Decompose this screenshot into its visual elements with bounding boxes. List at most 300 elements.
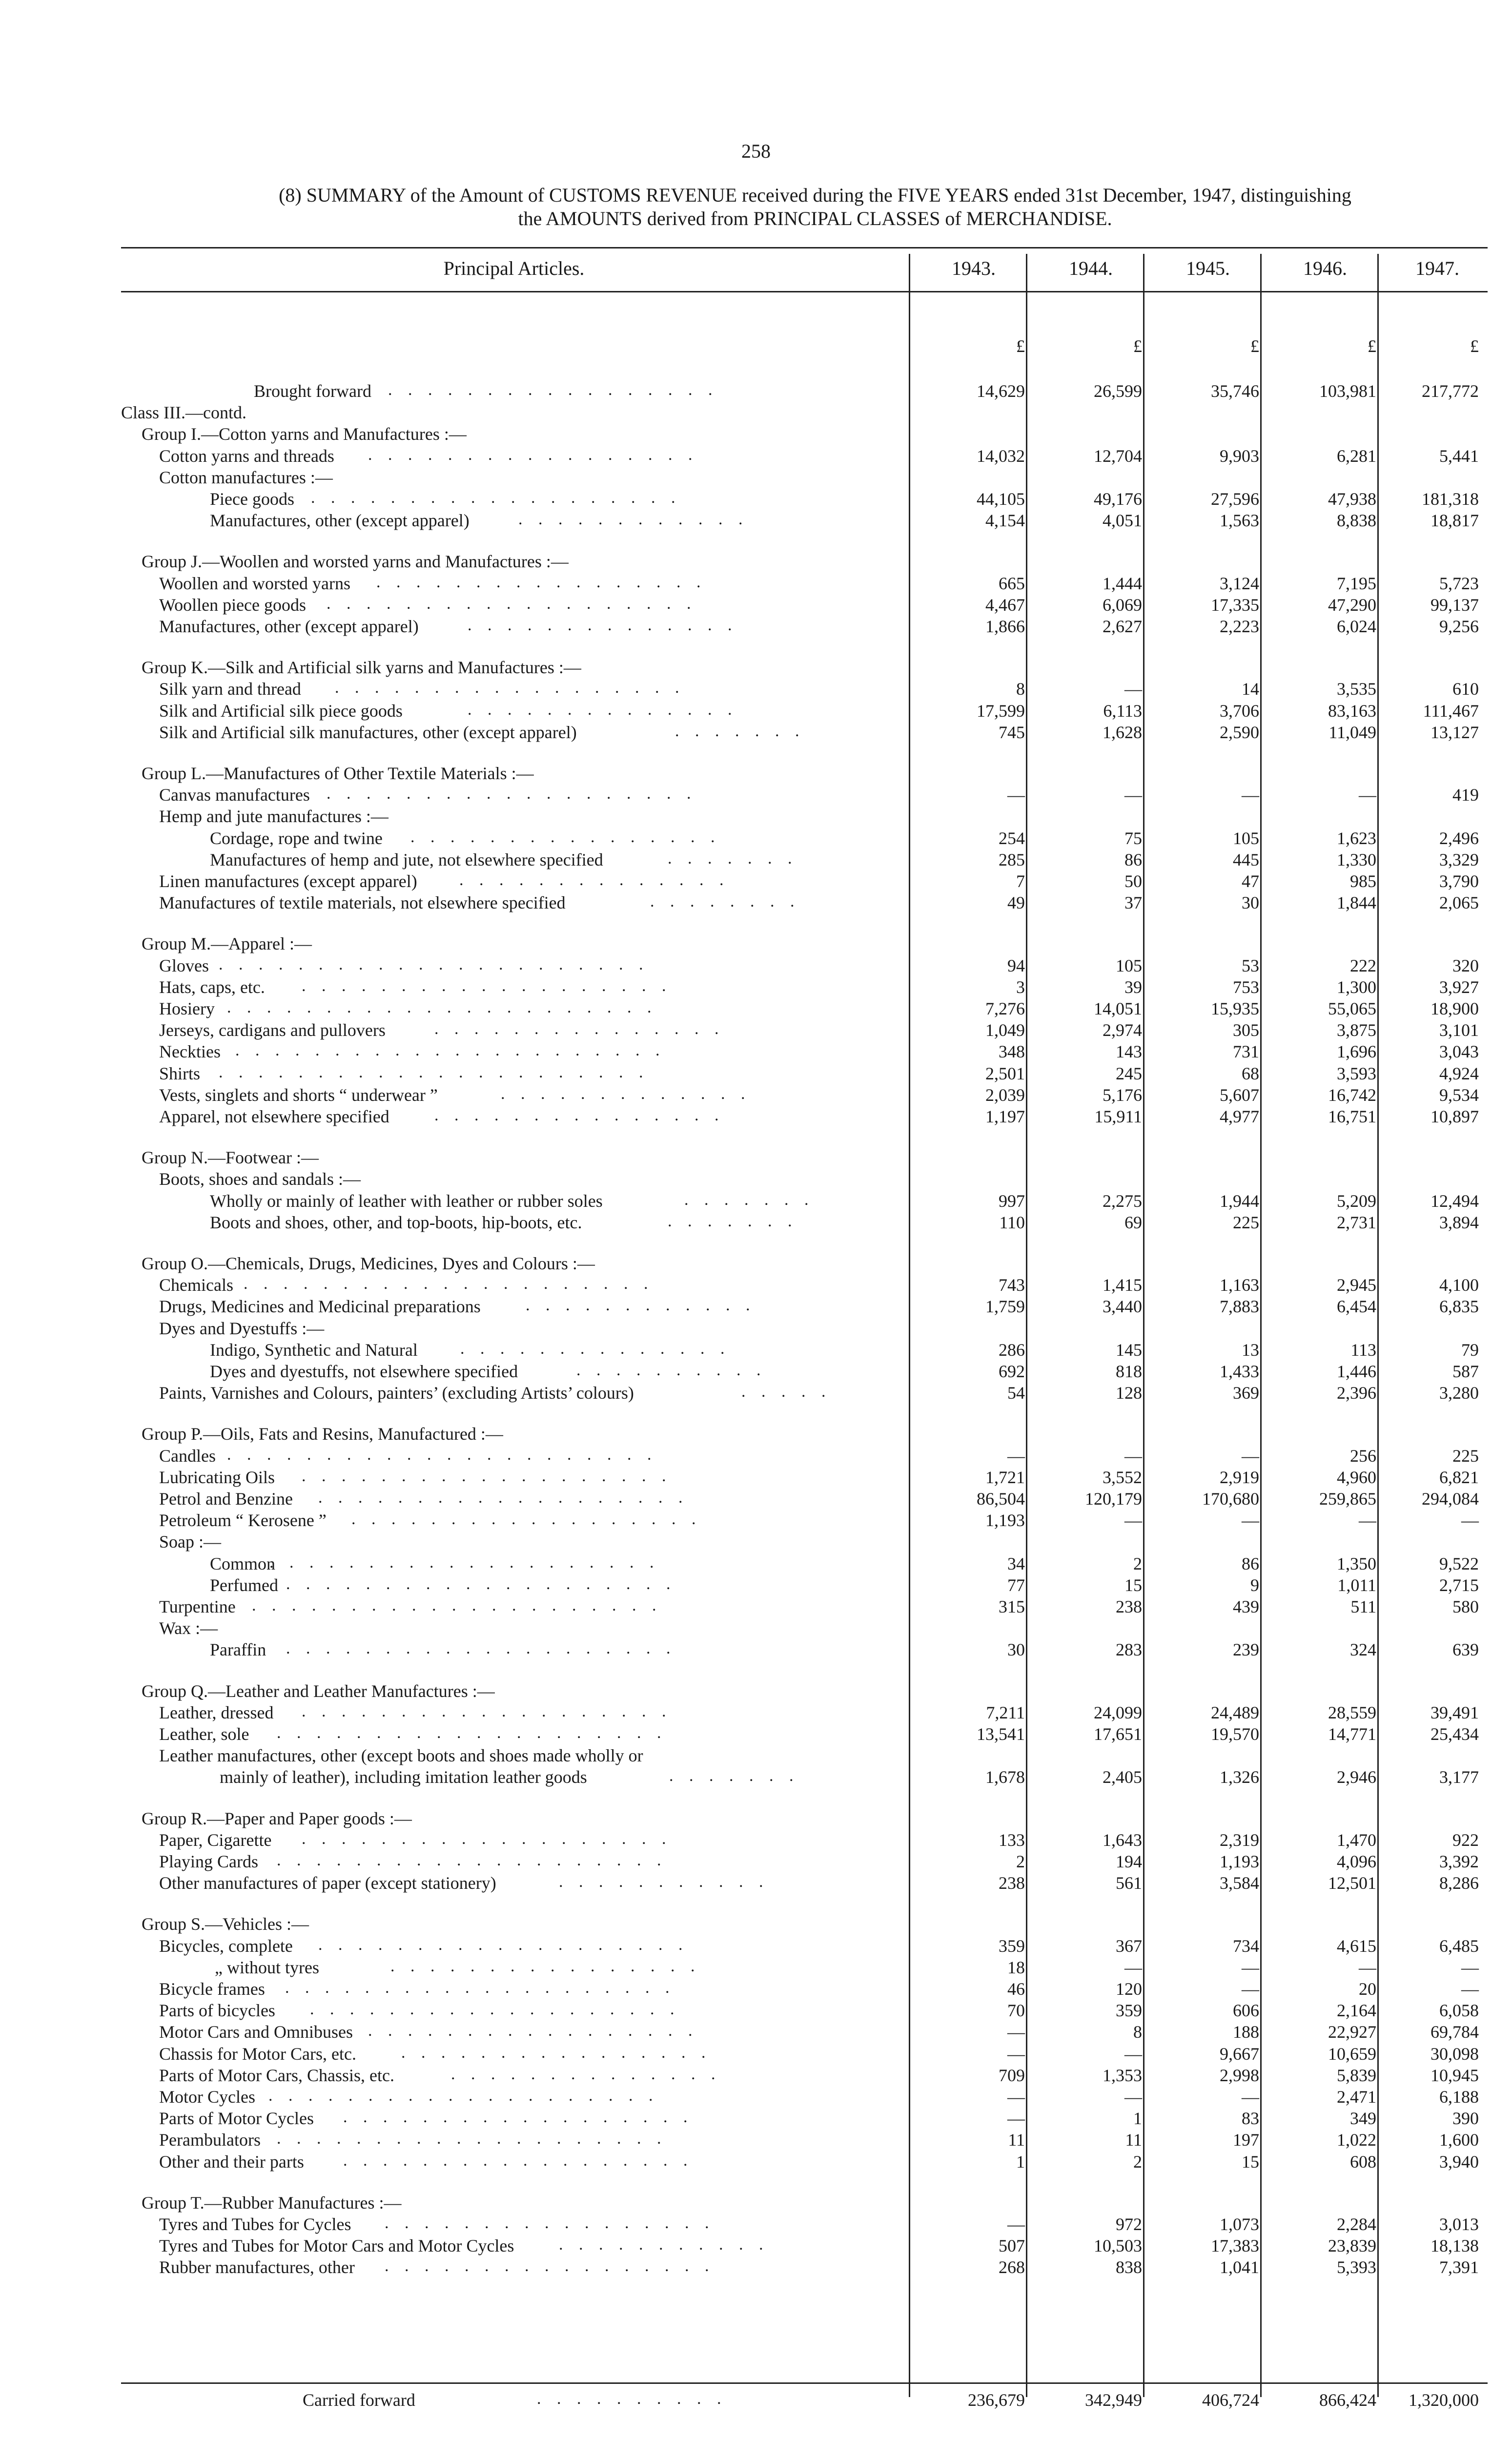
- table-cell: 561: [1116, 1873, 1142, 1893]
- table-cell: 79: [1461, 1340, 1479, 1360]
- table-cell: 369: [1233, 1383, 1259, 1403]
- table-cell: 225: [1233, 1212, 1259, 1232]
- table-cell: 285: [999, 849, 1025, 869]
- table-cell: 11,049: [1328, 722, 1376, 742]
- table-cell: 367: [1116, 1936, 1142, 1956]
- item-label: Motor Cycles: [159, 2087, 255, 2107]
- table-cell: 1,350: [1337, 1553, 1376, 1573]
- total-cell: 342,949: [1085, 2390, 1142, 2410]
- table-cell: —: [1242, 1446, 1259, 1466]
- leader-dots: . . . . . . . . . . .: [559, 2235, 769, 2254]
- table-cell: 9,667: [1220, 2044, 1259, 2064]
- table-cell: 4,051: [1103, 511, 1142, 531]
- class-heading: Class III.—contd.: [121, 403, 246, 423]
- table-cell: 8: [1133, 2022, 1142, 2042]
- leader-dots: . . . . . . . . . . . . . . .: [434, 1020, 725, 1038]
- table-cell: 83: [1242, 2109, 1259, 2129]
- column-rule: [1260, 254, 1262, 2397]
- item-label: „ without tyres: [215, 1957, 319, 1977]
- table-cell: 2,164: [1337, 2001, 1376, 2021]
- item-label: Wholly or mainly of leather with leather or rubber soles: [210, 1191, 603, 1211]
- table-cell: 12,494: [1430, 1191, 1479, 1211]
- table-cell: 10,897: [1430, 1107, 1479, 1126]
- subheading: Wax :—: [159, 1618, 218, 1638]
- table-cell: 6,485: [1439, 1936, 1479, 1956]
- table-cell: 1,563: [1220, 511, 1259, 531]
- item-label: Parts of bicycles: [159, 2001, 275, 2021]
- table-cell: 11: [1125, 2130, 1142, 2150]
- table-cell: 9,534: [1439, 1085, 1479, 1105]
- item-label: Rubber manufactures, other: [159, 2257, 355, 2277]
- table-cell: 1,197: [985, 1107, 1025, 1126]
- table-cell: 13,541: [977, 1724, 1025, 1744]
- table-cell: 608: [1350, 2151, 1376, 2172]
- page-title: [142, 184, 1489, 230]
- item-label: Chassis for Motor Cars, etc.: [159, 2044, 356, 2064]
- table-cell: 6,024: [1337, 617, 1376, 636]
- table-cell: 3,940: [1439, 2151, 1479, 2172]
- table-cell: 20: [1359, 1979, 1376, 1999]
- group-heading: Group T.—Rubber Manufactures :—: [142, 2193, 402, 2213]
- table-cell: 34: [1007, 1553, 1025, 1573]
- table-cell: 3,790: [1439, 871, 1479, 891]
- table-cell: 320: [1452, 955, 1479, 975]
- item-label: Manufactures, other (except apparel): [210, 511, 470, 531]
- leader-dots: . . . . . . . . . . . . . . . . . . . .: [285, 1979, 675, 1997]
- leader-dots: . . . . . . . . . . . . . . . . . . .: [310, 2000, 680, 2019]
- table-cell: 587: [1452, 1362, 1479, 1381]
- leader-dots: . . . . . . . . . . . . . . . . .: [388, 381, 718, 399]
- table-cell: 14,771: [1328, 1724, 1376, 1744]
- table-cell: 286: [999, 1340, 1025, 1360]
- leader-dots: . . . . . . . . . . . . . . . . . . . . . .: [219, 955, 649, 973]
- leader-dots: . . . . . . . . . . . . . . . . . .: [335, 679, 685, 697]
- table-cell: 1,022: [1337, 2130, 1376, 2150]
- table-cell: 54: [1007, 1383, 1025, 1403]
- table-cell: 24,489: [1211, 1702, 1259, 1722]
- total-cell: 406,724: [1202, 2390, 1259, 2410]
- table-cell: 1,041: [1220, 2257, 1259, 2277]
- leader-dots: . . . . . . . . . . . . . . . . . . . . . .: [219, 1063, 649, 1081]
- table-cell: 922: [1452, 1830, 1479, 1850]
- table-cell: 7,276: [985, 999, 1025, 1018]
- table-cell: 2: [1133, 1553, 1142, 1573]
- table-cell: 2,627: [1103, 617, 1142, 636]
- item-label: Silk and Artificial silk manufactures, other (except apparel): [159, 722, 577, 742]
- table-cell: 16,751: [1328, 1107, 1376, 1126]
- item-label: Bicycle frames: [159, 1979, 265, 1999]
- item-label: Chemicals: [159, 1275, 233, 1295]
- item-label: Cordage, rope and twine: [210, 828, 383, 848]
- table-cell: 2,471: [1337, 2087, 1376, 2107]
- table-cell: 13,127: [1430, 722, 1479, 742]
- table-cell: 2,319: [1220, 1830, 1259, 1850]
- group-heading: Group J.—Woollen and worsted yarns and Manufactures :—: [142, 552, 569, 572]
- table-cell: 14,051: [1094, 999, 1142, 1018]
- table-cell: 50: [1124, 871, 1142, 891]
- table-cell: 606: [1233, 2001, 1259, 2021]
- table-cell: 22,927: [1328, 2022, 1376, 2042]
- item-label: Cotton yarns and threads: [159, 446, 334, 466]
- table-cell: 70: [1007, 2001, 1025, 2021]
- table-cell: 77: [1007, 1575, 1025, 1595]
- table-cell: 30: [1007, 1640, 1025, 1660]
- table-cell: 86: [1242, 1553, 1259, 1573]
- table-cell: 128: [1116, 1383, 1142, 1403]
- table-cell: 2,039: [985, 1085, 1025, 1105]
- leader-dots: . . . . . . . . . . . . . . . . . .: [343, 2108, 694, 2127]
- table-cell: 1,326: [1220, 1767, 1259, 1787]
- table-cell: 47,938: [1328, 489, 1376, 509]
- leader-dots: . . . . .: [741, 1383, 832, 1401]
- table-cell: 30,098: [1430, 2044, 1479, 2064]
- table-cell: 5,839: [1337, 2065, 1376, 2085]
- table-cell: —: [1124, 679, 1142, 699]
- table-cell: 170,680: [1202, 1489, 1259, 1509]
- item-label: Other and their parts: [159, 2151, 304, 2172]
- table-cell: 3,584: [1220, 1873, 1259, 1893]
- table-cell: 3,329: [1439, 849, 1479, 869]
- table-cell: —: [1007, 1446, 1025, 1466]
- table-cell: 3,706: [1220, 701, 1259, 721]
- table-cell: 5,441: [1439, 446, 1479, 466]
- leader-dots: . . . . . . . . . . . . . . . . . . .: [302, 1467, 672, 1485]
- table-cell: 113: [1350, 1340, 1376, 1360]
- table-cell: 1,643: [1103, 1830, 1142, 1850]
- title-line-1: (8) SUMMARY of the Amount of CUSTOMS REVENUE received during the FIVE YEARS ended 31st December, 1947, distinguishing: [279, 184, 1351, 206]
- page-number: 258: [741, 140, 771, 162]
- table-cell: 4,977: [1220, 1107, 1259, 1126]
- table-cell: 94: [1007, 955, 1025, 975]
- table-cell: 709: [999, 2065, 1025, 2085]
- column-rule: [1026, 254, 1027, 2397]
- header-articles: Principal Articles.: [443, 257, 585, 279]
- table-cell: 238: [1116, 1597, 1142, 1616]
- leader-dots: . . . . . . . . . . . . . . . . . . . .: [277, 1724, 667, 1742]
- table-cell: 665: [999, 573, 1025, 593]
- item-label: Petroleum “ Kerosene ”: [159, 1510, 327, 1531]
- table-cell: 1,866: [985, 617, 1025, 636]
- table-cell: 3,101: [1439, 1020, 1479, 1040]
- table-cell: 105: [1233, 828, 1259, 848]
- header-1944: 1944.: [1069, 257, 1113, 279]
- currency-symbol: £: [1470, 336, 1479, 356]
- table-cell: 238: [999, 1873, 1025, 1893]
- item-label: Manufactures, other (except apparel): [159, 617, 419, 636]
- leader-dots: . . . . . . . . . . .: [559, 1873, 769, 1891]
- item-label: Perambulators: [159, 2130, 261, 2150]
- table-cell: 14: [1242, 679, 1259, 699]
- table-cell: 3,043: [1439, 1042, 1479, 1062]
- table-cell: 256: [1350, 1446, 1376, 1466]
- table-cell: 439: [1233, 1597, 1259, 1616]
- leader-dots: . . . . . . . . . . . . .: [501, 1084, 751, 1103]
- total-cell: 1,320,000: [1409, 2390, 1479, 2410]
- leader-dots: . . . . . . . . . . . . . . . . . . . . .: [244, 1275, 654, 1293]
- header-1943: 1943.: [952, 257, 996, 279]
- table-cell: 10,659: [1328, 2044, 1376, 2064]
- table-cell: 27,596: [1211, 489, 1259, 509]
- table-cell: —: [1242, 1957, 1259, 1977]
- item-label: Woollen and worsted yarns: [159, 573, 351, 593]
- leader-dots: . . . . . . . . . . . . . .: [459, 871, 730, 889]
- leader-dots: . . . . . . . . . . . . . . . . . .: [351, 1510, 702, 1529]
- item-label: Parts of Motor Cycles: [159, 2109, 314, 2129]
- table-cell: 10,945: [1430, 2065, 1479, 2085]
- table-cell: 217,772: [1422, 381, 1479, 401]
- table-cell: 86,504: [977, 1489, 1025, 1509]
- table-cell: 10,503: [1094, 2236, 1142, 2256]
- group-heading: Group L.—Manufactures of Other Textile Materials :—: [142, 764, 534, 783]
- table-cell: 972: [1116, 2214, 1142, 2234]
- table-cell: 49,176: [1094, 489, 1142, 509]
- leader-dots: . . . . . . . . . . . . . . . . . . .: [318, 1489, 689, 1507]
- table-cell: 5,209: [1337, 1191, 1376, 1211]
- table-cell: 37: [1124, 893, 1142, 913]
- table-cell: 4,100: [1439, 1275, 1479, 1295]
- leader-dots: . . . . . . . . . . . . . . . .: [410, 827, 721, 846]
- item-label: Silk yarn and thread: [159, 679, 301, 699]
- table-cell: 12,704: [1094, 446, 1142, 466]
- leader-dots: . . . . . . . . . . . . . . . .: [401, 2043, 712, 2062]
- table-cell: 110: [999, 1212, 1025, 1232]
- table-cell: 1,470: [1337, 1830, 1376, 1850]
- currency-symbol: £: [1250, 336, 1259, 356]
- table-cell: —: [1242, 1979, 1259, 1999]
- currency-symbol: £: [1133, 336, 1142, 356]
- table-cell: 120,179: [1085, 1489, 1142, 1509]
- leader-dots: . . . . . . . . . . . . . . . . .: [376, 573, 707, 591]
- table-cell: 69,784: [1430, 2022, 1479, 2042]
- table-cell: 692: [999, 1362, 1025, 1381]
- leader-dots: . . . . . . .: [669, 1767, 799, 1785]
- table-cell: 8,838: [1337, 511, 1376, 531]
- leader-dots: . . . . . . . . . . . . . . . . . . . . . .: [235, 1041, 666, 1060]
- table-cell: —: [1007, 2022, 1025, 2042]
- item-label: Manufactures of textile materials, not elsewhere specified: [159, 893, 566, 913]
- leader-dots: . . . . . . . . . . . . . . . . .: [385, 2257, 715, 2276]
- table-cell: —: [1242, 785, 1259, 805]
- table-cell: 2,946: [1337, 1767, 1376, 1787]
- table-cell: —: [1124, 2044, 1142, 2064]
- table-cell: 2,998: [1220, 2065, 1259, 2085]
- table-cell: 39: [1124, 977, 1142, 997]
- column-rule: [1143, 254, 1144, 2397]
- table-cell: 1,446: [1337, 1362, 1376, 1381]
- group-heading: Group P.—Oils, Fats and Resins, Manufactured :—: [142, 1424, 503, 1444]
- item-label: Leather, sole: [159, 1724, 249, 1744]
- table-cell: 99,137: [1430, 595, 1479, 615]
- table-cell: 1,011: [1337, 1575, 1376, 1595]
- item-label: Leather, dressed: [159, 1702, 274, 1722]
- table-cell: 7,883: [1220, 1297, 1259, 1317]
- table-cell: 2,919: [1220, 1467, 1259, 1487]
- subheading: Cotton manufactures :—: [159, 467, 333, 487]
- table-cell: 39,491: [1430, 1702, 1479, 1722]
- leader-dots: . . . . . . . . . . . . . . . . . .: [343, 2151, 694, 2170]
- table-cell: 105: [1116, 955, 1142, 975]
- table-cell: 259,865: [1319, 1489, 1376, 1509]
- table-cell: 348: [999, 1042, 1025, 1062]
- table-cell: 315: [999, 1597, 1025, 1616]
- item-label: Other manufactures of paper (except stationery): [159, 1873, 496, 1893]
- table-cell: 1,049: [985, 1020, 1025, 1040]
- table-cell: 6,113: [1103, 701, 1142, 721]
- table-cell: 1: [1133, 2109, 1142, 2129]
- leader-dots: . . . . . . . . . . . . . . . . .: [385, 2214, 715, 2232]
- leader-dots: . . . . . . .: [675, 722, 805, 740]
- table-cell: —: [1461, 1510, 1479, 1531]
- item-label: Gloves: [159, 955, 209, 975]
- leader-dots: . . . . . . . . . . . . . . . . . . .: [327, 785, 697, 803]
- table-cell: 17,651: [1094, 1724, 1142, 1744]
- table-cell: 17,335: [1211, 595, 1259, 615]
- table-cell: 13: [1242, 1340, 1259, 1360]
- table-cell: 5,393: [1337, 2257, 1376, 2277]
- table-cell: —: [1359, 785, 1376, 805]
- table-cell: 6,281: [1337, 446, 1376, 466]
- table-cell: 9: [1250, 1575, 1259, 1595]
- item-label: Hats, caps, etc.: [159, 977, 265, 997]
- item-label: Turpentine: [159, 1597, 236, 1616]
- table-cell: 1: [1016, 2151, 1025, 2172]
- table-cell: 6,835: [1439, 1297, 1479, 1317]
- table-cell: 188: [1233, 2022, 1259, 2042]
- table-cell: 55,065: [1328, 999, 1376, 1018]
- table-cell: 35,746: [1211, 381, 1259, 401]
- table-cell: 222: [1350, 955, 1376, 975]
- table-cell: 268: [999, 2257, 1025, 2277]
- table-cell: 4,960: [1337, 1467, 1376, 1487]
- table-cell: —: [1007, 2087, 1025, 2107]
- table-cell: 18,900: [1430, 999, 1479, 1018]
- table-cell: 639: [1452, 1640, 1479, 1660]
- item-label: Neckties: [159, 1042, 221, 1062]
- leader-dots: . . . . . . . . . .: [576, 1361, 767, 1379]
- table-cell: 25,434: [1430, 1724, 1479, 1744]
- table-cell: 3,440: [1103, 1297, 1142, 1317]
- group-heading: Group O.—Chemicals, Drugs, Medicines, Dyes and Colours :—: [142, 1254, 595, 1273]
- table-cell: 44,105: [977, 489, 1025, 509]
- table-cell: 28,559: [1328, 1702, 1376, 1722]
- table-cell: 145: [1116, 1340, 1142, 1360]
- leader-dots: . . . . . . . . . . . . . . . . . . .: [327, 594, 697, 613]
- table-cell: 1,193: [1220, 1852, 1259, 1871]
- table-cell: 3,392: [1439, 1852, 1479, 1871]
- item-label: Playing Cards: [159, 1852, 258, 1871]
- leader-dots: . . . . . . . . . . . . . .: [451, 2065, 721, 2083]
- table-cell: —: [1124, 1957, 1142, 1977]
- table-cell: 283: [1116, 1640, 1142, 1660]
- leader-dots: . . . . . . . . . . . . . . . . . . . . . .: [227, 1445, 657, 1464]
- table-cell: 1,628: [1103, 722, 1142, 742]
- table-cell: 2,396: [1337, 1383, 1376, 1403]
- subheading: Hemp and jute manufactures :—: [159, 807, 388, 827]
- header-rule-top: [121, 247, 1488, 248]
- table-cell: 24,099: [1094, 1702, 1142, 1722]
- table-cell: 997: [999, 1191, 1025, 1211]
- table-cell: —: [1124, 2087, 1142, 2107]
- leader-dots: . . . . . . . . . . . . . . . . .: [368, 2022, 698, 2040]
- subheading: Leather manufactures, other (except boots and shoes made wholly or: [159, 1746, 643, 1766]
- table-cell: 610: [1452, 679, 1479, 699]
- table-cell: —: [1461, 1979, 1479, 1999]
- table-cell: 7,211: [986, 1702, 1025, 1722]
- item-label: Woollen piece goods: [159, 595, 306, 615]
- table-cell: 9,522: [1439, 1553, 1479, 1573]
- table-cell: 4,154: [985, 511, 1025, 531]
- table-cell: 68: [1242, 1063, 1259, 1083]
- leader-dots: . . . . . . . . . . . . . . . . . . .: [302, 976, 672, 995]
- table-cell: 753: [1233, 977, 1259, 997]
- table-cell: 4,924: [1439, 1063, 1479, 1083]
- footer-rule: [121, 2382, 1488, 2384]
- table-cell: —: [1124, 785, 1142, 805]
- table-cell: —: [1461, 1957, 1479, 1977]
- leader-dots: . . . . . . . . . . . .: [518, 510, 749, 529]
- table-cell: —: [1007, 2214, 1025, 2234]
- table-cell: 1,678: [985, 1767, 1025, 1787]
- table-cell: 1,073: [1220, 2214, 1259, 2234]
- item-label: Lubricating Oils: [159, 1467, 275, 1487]
- table-cell: 16,742: [1328, 1085, 1376, 1105]
- table-cell: 1,721: [985, 1467, 1025, 1487]
- table-cell: 2: [1016, 1852, 1025, 1871]
- table-cell: 2,715: [1439, 1575, 1479, 1595]
- table-cell: 1,300: [1337, 977, 1376, 997]
- table-cell: 15,911: [1094, 1107, 1142, 1126]
- leader-dots: . . . . . . .: [668, 1212, 798, 1230]
- item-label: Candles: [159, 1446, 216, 1466]
- table-cell: 53: [1242, 955, 1259, 975]
- table-cell: 69: [1124, 1212, 1142, 1232]
- table-cell: 6,069: [1103, 595, 1142, 615]
- table-cell: 3: [1016, 977, 1025, 997]
- leader-dots: . . . . . . . . . . . . . . . . . . .: [302, 1829, 672, 1848]
- item-label: Parts of Motor Cars, Chassis, etc.: [159, 2065, 394, 2085]
- table-cell: 12,501: [1328, 1873, 1376, 1893]
- item-label: Petrol and Benzine: [159, 1489, 293, 1509]
- table-cell: 2,065: [1439, 893, 1479, 913]
- table-cell: 18,817: [1430, 511, 1479, 531]
- table-cell: —: [1242, 1510, 1259, 1531]
- table-cell: 734: [1233, 1936, 1259, 1956]
- item-label: Apparel, not elsewhere specified: [159, 1107, 389, 1126]
- currency-symbol: £: [1368, 336, 1376, 356]
- leader-dots: . . . . . . . . . . . . . . . . . . . .: [268, 2087, 659, 2105]
- leader-dots: . . . . . . .: [684, 1190, 815, 1209]
- table-cell: 111,467: [1423, 701, 1479, 721]
- group-heading: Group M.—Apparel :—: [142, 934, 312, 954]
- table-cell: 1,759: [985, 1297, 1025, 1317]
- table-cell: 6,454: [1337, 1297, 1376, 1317]
- table-cell: 3,927: [1439, 977, 1479, 997]
- table-cell: 133: [999, 1830, 1025, 1850]
- table-cell: 17,383: [1211, 2236, 1259, 2256]
- table-cell: 445: [1233, 849, 1259, 869]
- item-label: Drugs, Medicines and Medicinal preparations: [159, 1297, 481, 1317]
- table-cell: 6,821: [1439, 1467, 1479, 1487]
- table-cell: 349: [1350, 2109, 1376, 2129]
- table-cell: —: [1007, 785, 1025, 805]
- leader-dots: . . . . . . . . . . . . . .: [468, 616, 738, 634]
- leader-dots: . . . . . . . . . . . . . . . . . . . .: [286, 1574, 676, 1593]
- table-cell: 46: [1007, 1979, 1025, 1999]
- table-cell: 9,256: [1439, 617, 1479, 636]
- table-cell: 1,696: [1337, 1042, 1376, 1062]
- table-cell: 15,935: [1211, 999, 1259, 1018]
- table-cell: 7: [1016, 871, 1025, 891]
